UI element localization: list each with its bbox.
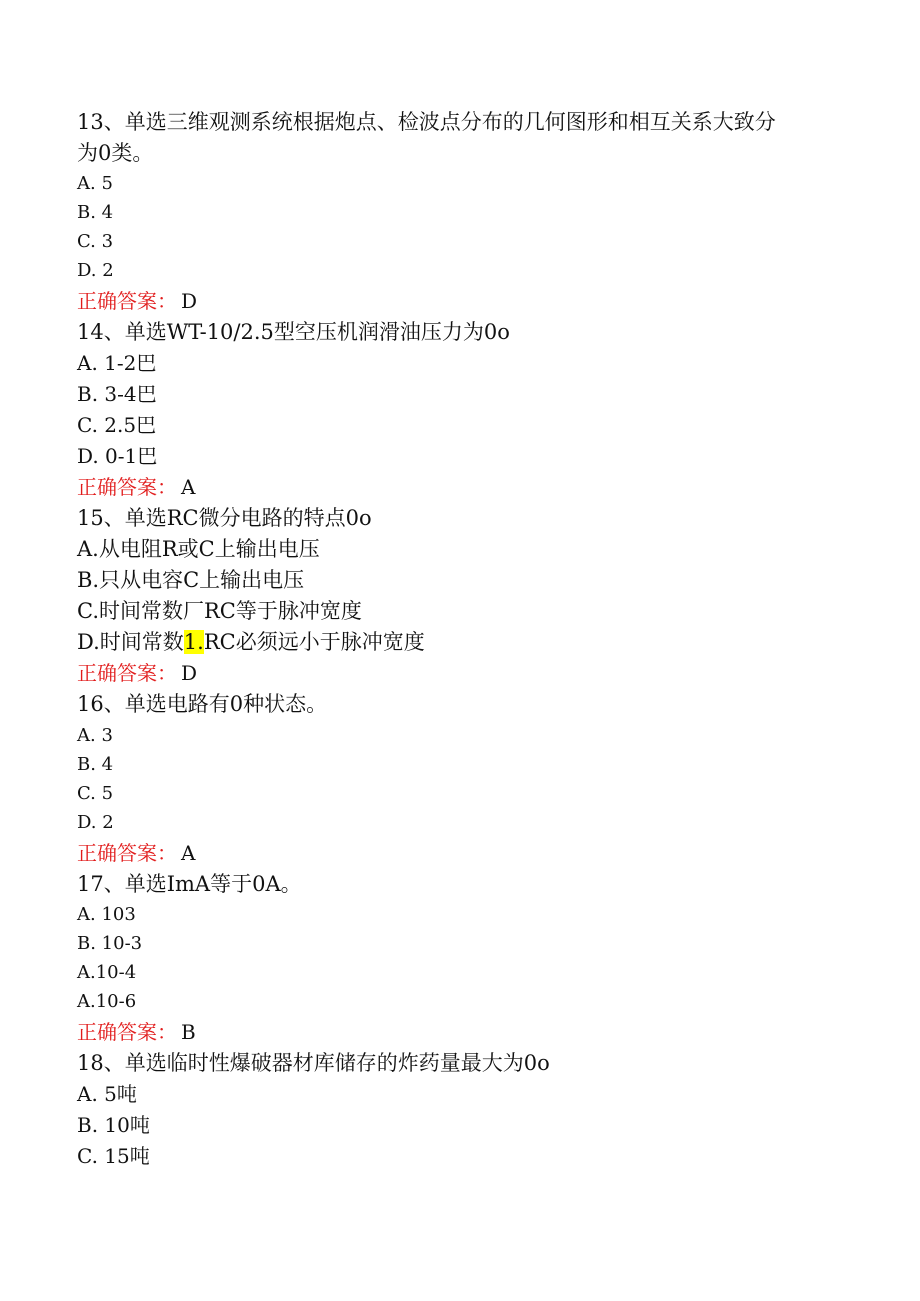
answer-label: 正确答案： — [77, 661, 177, 685]
answer-value: A — [181, 475, 196, 499]
question-13-option-a: A. 5 — [77, 173, 113, 194]
question-15-option-d — [77, 632, 425, 653]
question-15-text: 15、单选RC微分电路的特点0o — [77, 506, 372, 530]
question-14-text: 14、单选WT-10/2.5型空压机润滑油压力为0o — [77, 320, 510, 344]
question-18-option-c: C. 15吨 — [77, 1144, 150, 1168]
question-16-option-b: B. 4 — [77, 754, 114, 775]
answer-value: A — [181, 841, 196, 865]
answer-label: 正确答案： — [77, 1020, 177, 1044]
question-17-answer — [77, 1022, 196, 1042]
question-17-option-c: A.10-4 — [77, 962, 137, 983]
question-17-option-d: A.10-6 — [77, 991, 137, 1012]
question-13-text-cont: 为0类。 — [77, 141, 154, 165]
question-15-option-b: B.只从电容C上输出电压 — [77, 568, 305, 592]
answer-label: 正确答案： — [77, 289, 177, 313]
question-15-option-a: A.从电阻R或C上输出电压 — [77, 537, 320, 561]
question-13-option-c: C. 3 — [77, 231, 114, 252]
option-d-prefix: D.时间常数 — [77, 630, 184, 654]
question-14-option-d: D. 0-1巴 — [77, 444, 158, 468]
question-16-answer — [77, 843, 195, 863]
question-13-option-d: D. 2 — [77, 260, 114, 281]
question-16-option-d: D. 2 — [77, 812, 114, 833]
question-14-option-c: C. 2.5巴 — [77, 413, 157, 437]
question-17-option-a: A. 103 — [77, 904, 136, 925]
question-16-option-a: A. 3 — [77, 725, 113, 746]
answer-value: B — [181, 1020, 196, 1044]
question-17-text: 17、单选ImA等于0A。 — [77, 872, 302, 896]
question-15-option-c: C.时间常数厂RC等于脉冲宽度 — [77, 599, 362, 623]
question-13-text: 13、单选三维观测系统根据炮点、检波点分布的几何图形和相互关系大致分 — [77, 110, 776, 134]
question-18-text: 18、单选临时性爆破器材库储存的炸药量最大为0o — [77, 1051, 550, 1075]
question-13-option-b: B. 4 — [77, 202, 114, 223]
answer-label: 正确答案： — [77, 475, 177, 499]
answer-value: D — [181, 289, 198, 313]
option-d-suffix: RC必须远小于脉冲宽度 — [203, 630, 425, 654]
question-14-option-b: B. 3-4巴 — [77, 382, 157, 406]
question-13-answer — [77, 291, 197, 311]
question-14-answer — [77, 477, 195, 497]
question-14-option-a: A. 1-2巴 — [77, 351, 157, 375]
answer-label: 正确答案： — [77, 841, 177, 865]
answer-value: D — [181, 661, 198, 685]
question-16-text: 16、单选电路有0种状态。 — [77, 692, 328, 716]
question-16-option-c: C. 5 — [77, 783, 114, 804]
question-15-answer — [77, 663, 197, 683]
highlighted-text: 1. — [183, 630, 204, 654]
question-18-option-b: B. 10吨 — [77, 1113, 150, 1137]
question-18-option-a: A. 5吨 — [77, 1082, 137, 1106]
question-17-option-b: B. 10-3 — [77, 933, 143, 954]
